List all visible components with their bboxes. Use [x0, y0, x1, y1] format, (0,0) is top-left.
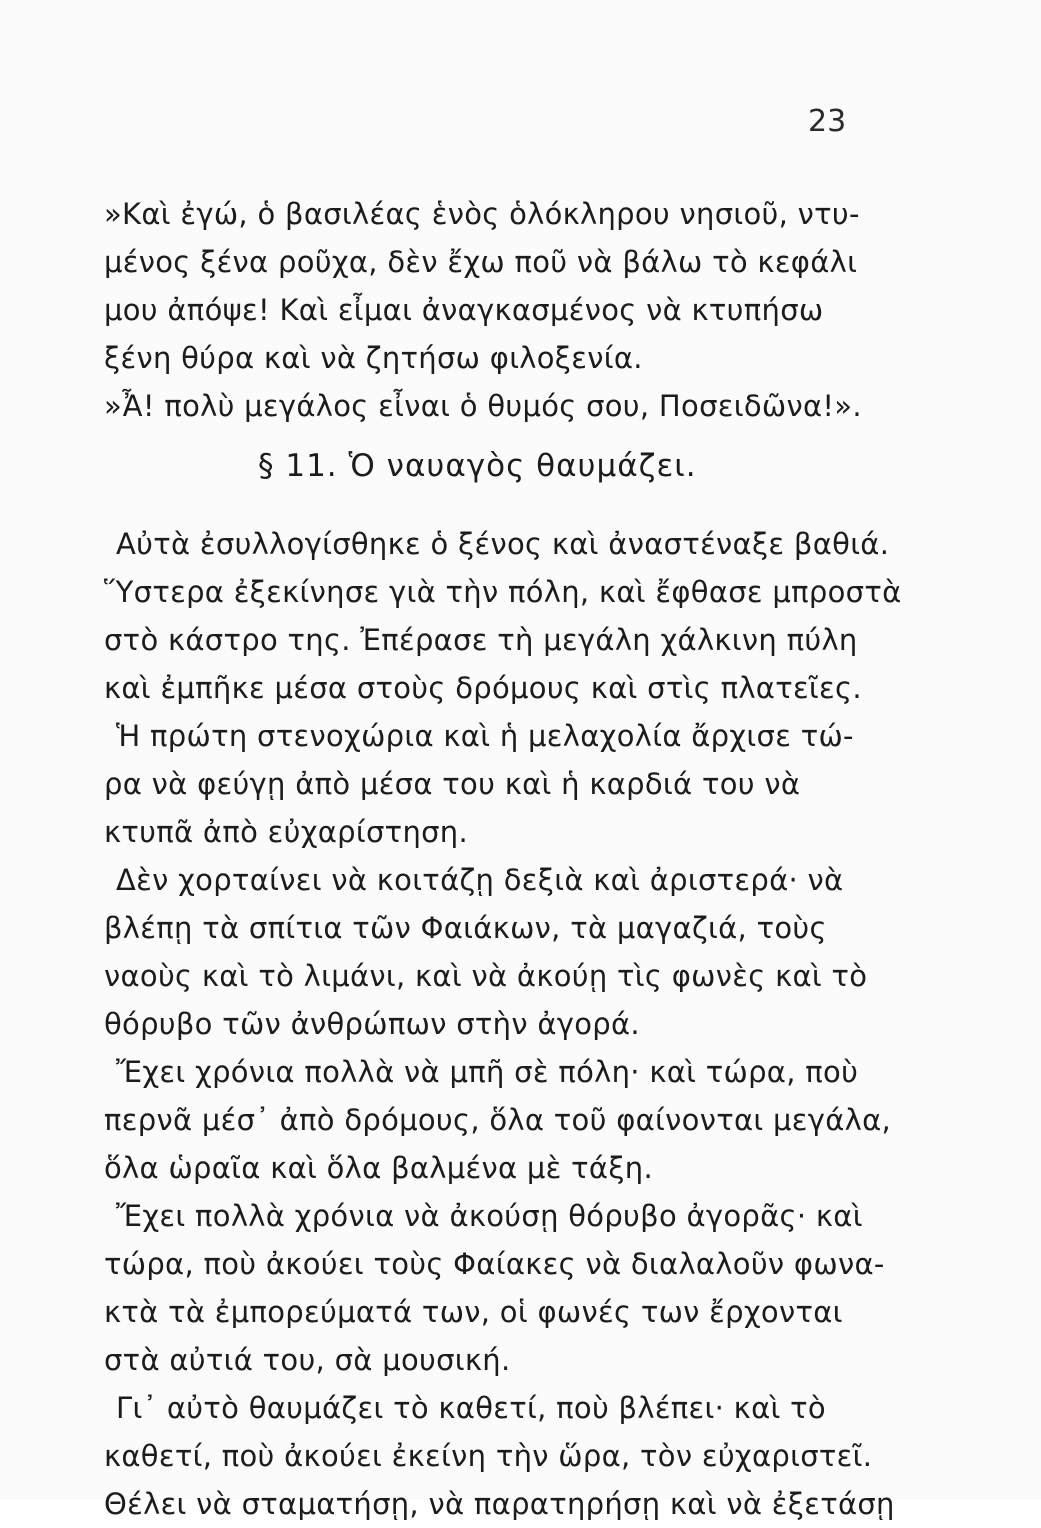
text-line: Ἔχει πολλὰ χρόνια νὰ ἀκούσῃ θόρυβο ἀγορᾶς· καὶ — [116, 1199, 863, 1233]
text-line: Αὐτὰ ἐσυλλογίσθηκε ὁ ξένος καὶ ἀναστέναξε βαθιά. — [116, 527, 890, 561]
text-line: στὸ κάστρο της. Ἐπέρασε τὴ μεγάλη χάλκινη πύλη — [104, 623, 858, 657]
text-line: Ἡ πρώτη στενοχώρια καὶ ἡ μελαχολία ἄρχισε τώ- — [116, 719, 854, 753]
top-paragraphs — [104, 190, 924, 430]
text-line: Ὕστερα ἐξεκίνησε γιὰ τὴν πόλη, καὶ ἔφθασε μπροστὰ — [104, 575, 902, 609]
text-line: μένος ξένα ροῦχα, δὲν ἔχω ποῦ νὰ βάλω τὸ κεφάλι — [104, 245, 858, 279]
body-paragraphs — [104, 520, 924, 1528]
text-line: κτὰ τὰ ἐμπορεύματά των, οἱ φωνές των ἔρχονται — [104, 1295, 843, 1329]
text-line: Θέλει νὰ σταματήσῃ, νὰ παρατηρήσῃ καὶ νὰ ἐξετάσῃ — [104, 1487, 895, 1521]
text-line: μου ἀπόψε! Καὶ εἶμαι ἀναγκασμένος νὰ κτυπήσω — [104, 293, 824, 327]
text-line: κτυπᾶ ἀπὸ εὐχαρίστηση. — [104, 815, 469, 849]
text-line: θόρυβο τῶν ἀνθρώπων στὴν ἀγορά. — [104, 1007, 640, 1041]
text-line: ναοὺς καὶ τὸ λιμάνι, καὶ νὰ ἀκούῃ τὶς φωνὲς καὶ τὸ — [104, 959, 868, 993]
text-line: περνᾶ μέσ᾽ ἀπὸ δρόμους, ὅλα τοῦ φαίνονται μεγάλα, — [104, 1103, 892, 1137]
text-line: τώρα, ποὺ ἀκούει τοὺς Φαίακες νὰ διαλαλοῦν φωνα- — [104, 1247, 885, 1281]
text-line: Γι᾽ αὐτὸ θαυμάζει τὸ καθετί, ποὺ βλέπει· καὶ τὸ — [116, 1391, 826, 1425]
text-line: Δὲν χορταίνει νὰ κοιτάζῃ δεξιὰ καὶ ἀριστερά· νὰ — [116, 863, 844, 897]
text-line: στὰ αὐτιά του, σὰ μουσική. — [104, 1343, 511, 1377]
text-line: καὶ ἐμπῆκε μέσα στοὺς δρόμους καὶ στὶς πλατεῖες. — [104, 671, 862, 705]
text-line: »Καὶ ἐγώ, ὁ βασιλέας ἑνὸς ὁλόκληρου νησιοῦ, ντυ- — [104, 197, 860, 231]
text-line: ρα νὰ φεύγῃ ἀπὸ μέσα του καὶ ἡ καρδιά του νὰ — [104, 767, 801, 801]
text-line: »Ἆ! πολὺ μεγάλος εἶναι ὁ θυμός σου, Ποσειδῶνα!». — [104, 389, 862, 423]
text-line: βλέπῃ τὰ σπίτια τῶν Φαιάκων, τὰ μαγαζιά, τοὺς — [104, 911, 827, 945]
text-line: Ἔχει χρόνια πολλὰ νὰ μπῆ σὲ πόλη· καὶ τώρα, ποὺ — [116, 1055, 859, 1089]
text-line: ξένη θύρα καὶ νὰ ζητήσω φιλοξενία. — [104, 341, 643, 375]
section-heading: § 11. Ὁ ναυαγὸς θαυμάζει. — [258, 448, 697, 484]
page-number: 23 — [808, 104, 847, 139]
text-line: ὅλα ὡραῖα καὶ ὅλα βαλμένα μὲ τάξη. — [104, 1151, 654, 1185]
text-line: καθετί, ποὺ ἀκούει ἐκείνη τὴν ὥρα, τὸν εὐχαριστεῖ. — [104, 1439, 873, 1473]
